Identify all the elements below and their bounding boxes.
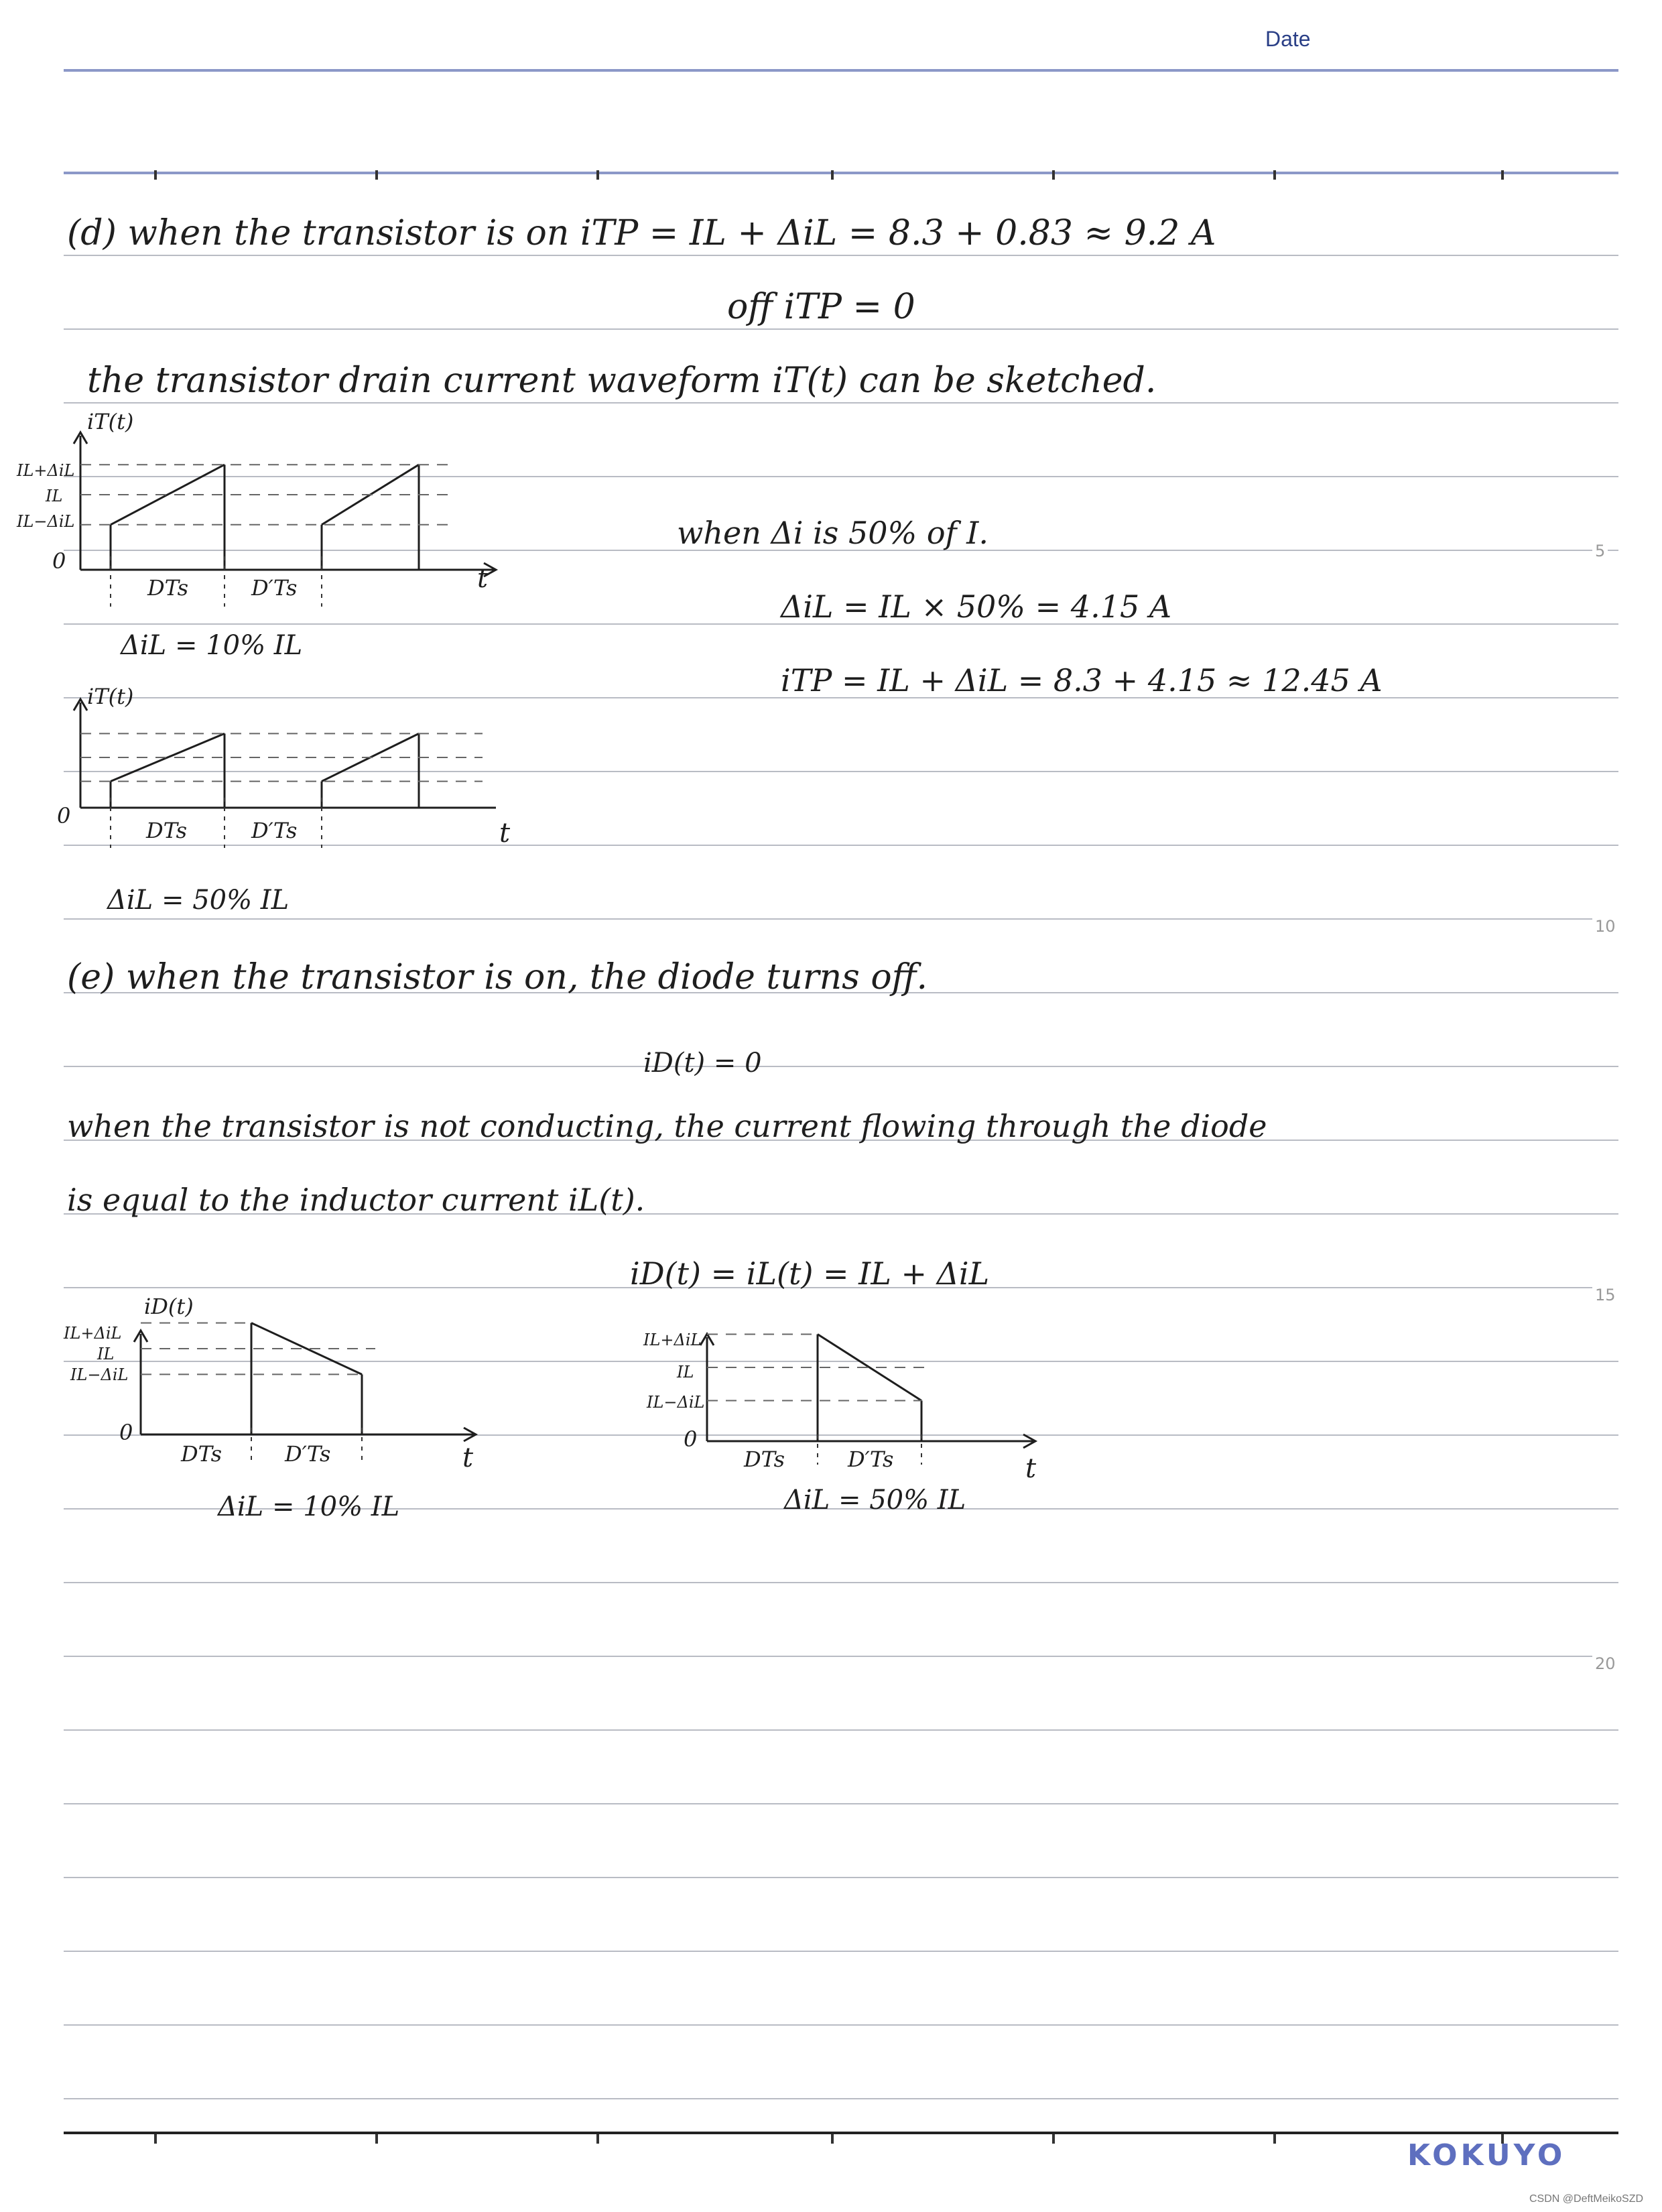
level-label-min: IL−ΔiL: [17, 512, 75, 531]
calc-line-3: iTP = IL + ΔiL = 8.3 + 4.15 ≈ 12.45 A: [781, 662, 1383, 698]
interval-dpts: D′Ts: [251, 575, 298, 601]
id-waveform-line: [707, 1335, 958, 1442]
t-axis-label: t: [462, 1442, 474, 1473]
t-axis-label: t: [1025, 1453, 1037, 1484]
origin-label: 0: [684, 1426, 698, 1452]
part-d-off-line: off iTP = 0: [727, 287, 915, 327]
margin-number: 10: [1592, 917, 1618, 936]
interval-dts: DTs: [744, 1447, 785, 1472]
t-axis-label: t: [477, 563, 489, 594]
level-label-mean: IL: [677, 1363, 694, 1381]
part-d-sketch-intro: the transistor drain current waveform iT(t) can be sketched.: [87, 361, 1157, 401]
interval-dts: DTs: [146, 818, 188, 843]
level-dashes: [707, 1335, 932, 1401]
graph-caption: ΔiL = 50% IL: [784, 1485, 966, 1516]
date-label: Date: [1265, 27, 1311, 51]
margin-number: 15: [1592, 1286, 1618, 1304]
part-e-line-2: iD(t) = 0: [643, 1048, 762, 1079]
interval-dpts: D′Ts: [285, 1441, 331, 1467]
y-axis-label: iD(t): [144, 1294, 194, 1319]
ramp-down: [818, 1335, 921, 1401]
calc-line-1: when Δi is 50% of I.: [677, 515, 988, 551]
level-label-max: IL+ΔiL: [643, 1331, 702, 1349]
part-e-line-1: (e) when the transistor is on, the diode turns off.: [67, 957, 928, 997]
part-e-equation: iD(t) = iL(t) = IL + ΔiL: [630, 1255, 990, 1292]
origin-label: 0: [52, 548, 66, 574]
level-label-max: IL+ΔiL: [17, 461, 75, 480]
origin-label: 0: [119, 1420, 133, 1445]
interval-dpts: D′Ts: [251, 818, 298, 843]
level-label-min: IL−ΔiL: [647, 1393, 705, 1412]
y-axis-label: iT(t): [87, 684, 134, 709]
level-label-min: IL−ΔiL: [70, 1365, 129, 1384]
part-d-on-line: (d) when the transistor is on iTP = IL + ΔiL = 8.3 + 0.83 ≈ 9.2 A: [67, 213, 1216, 253]
graph-caption: ΔiL = 10% IL: [218, 1491, 400, 1522]
interval-dts: DTs: [147, 575, 189, 601]
brand-logo: KOKUYO: [1407, 2138, 1566, 2172]
t-axis-label: t: [499, 818, 511, 849]
margin-number: 20: [1592, 1654, 1618, 1673]
graph-caption: ΔiL = 10% IL: [121, 630, 303, 661]
watermark: CSDN @DeftMeikoSZD: [1529, 2193, 1644, 2205]
level-label-mean: IL: [46, 487, 63, 505]
y-axis-label: iT(t): [87, 409, 134, 434]
origin-label: 0: [57, 803, 71, 828]
margin-number: 5: [1592, 542, 1608, 560]
interval-dpts: D′Ts: [848, 1447, 894, 1472]
interval-dts: DTs: [181, 1441, 222, 1467]
level-label-mean: IL: [97, 1345, 115, 1363]
part-e-line-3: when the transistor is not conducting, the current flowing through the diode: [67, 1108, 1267, 1144]
part-e-line-4: is equal to the inductor current iL(t).: [67, 1182, 645, 1218]
level-label-max: IL+ΔiL: [64, 1324, 122, 1343]
graph-caption: ΔiL = 50% IL: [107, 885, 290, 916]
calc-line-2: ΔiL = IL × 50% = 4.15 A: [781, 589, 1172, 625]
